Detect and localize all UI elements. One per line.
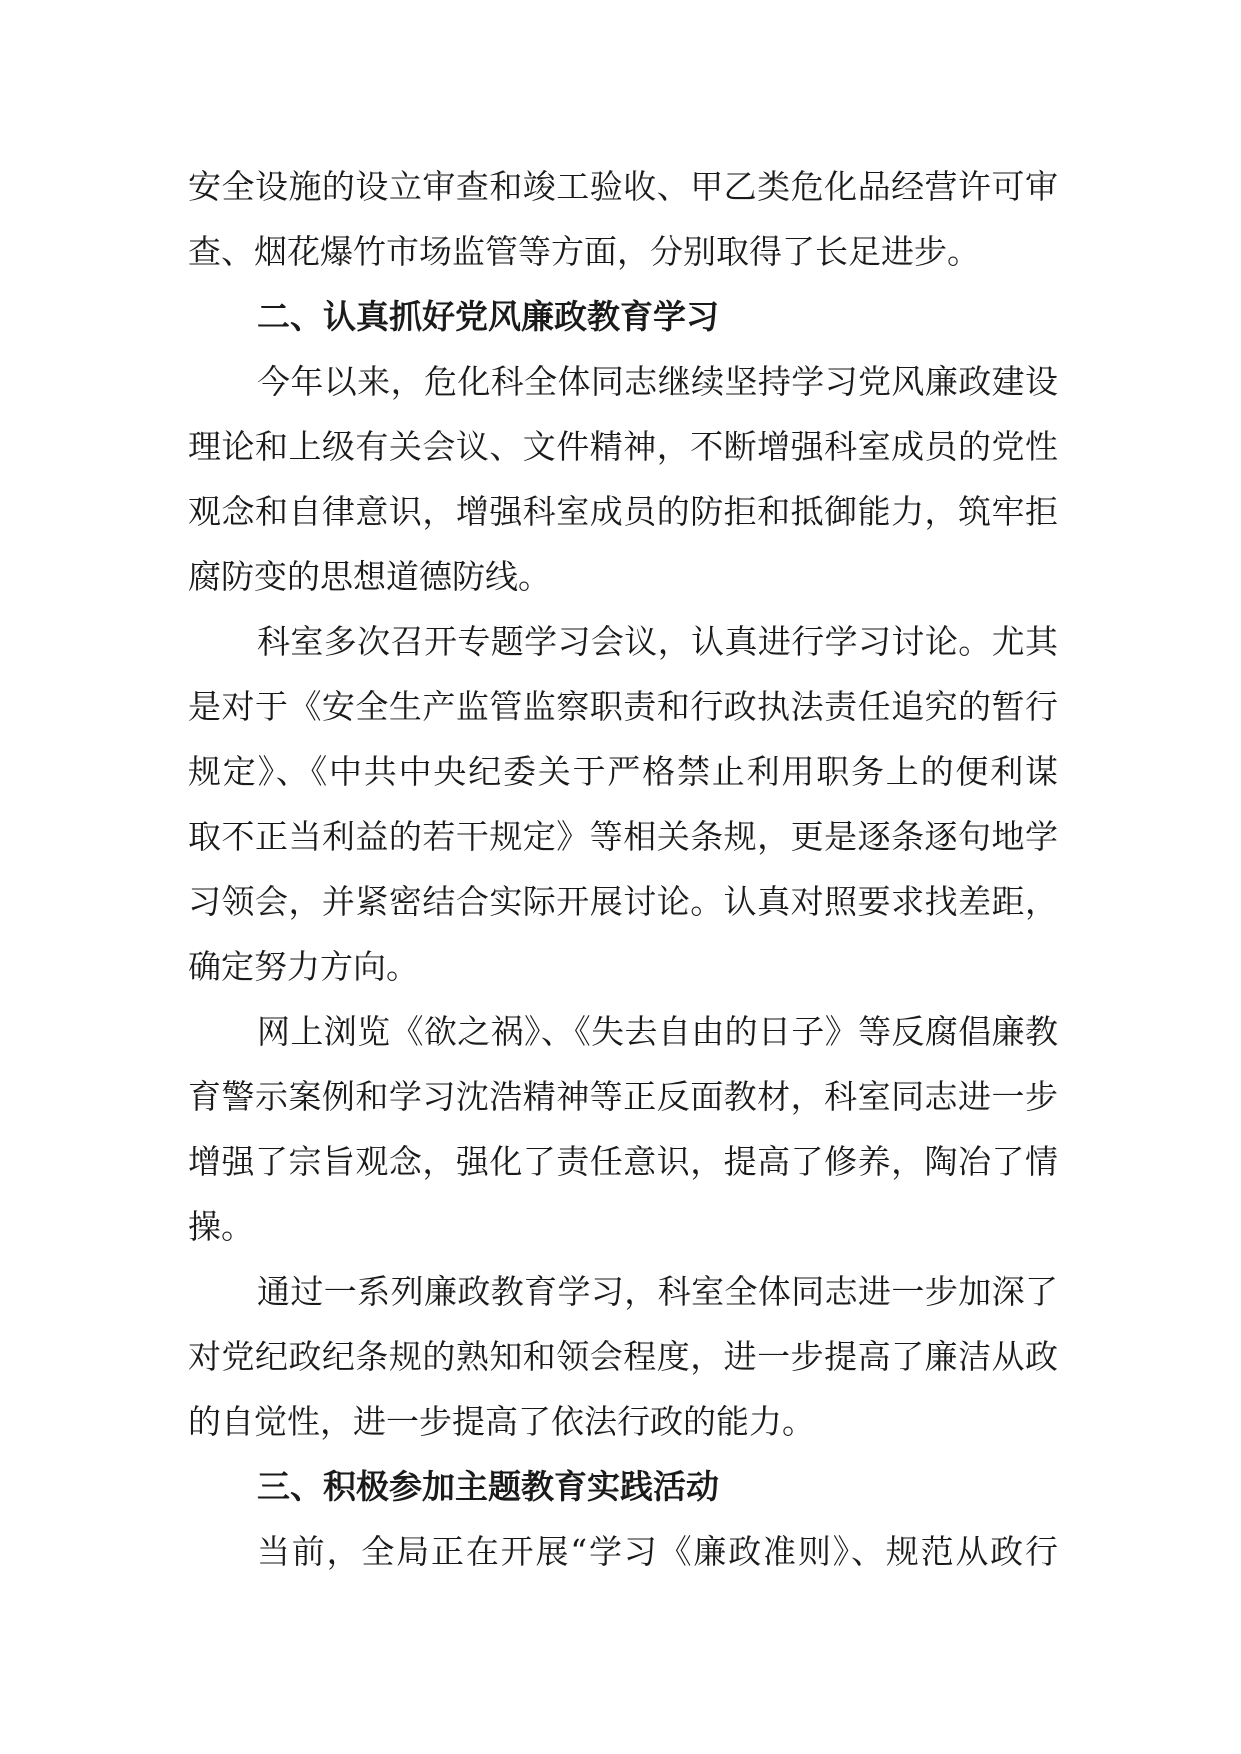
paragraph-line: 理论和上级有关会议、文件精神，不断增强科室成员的党性 [188,427,1058,466]
paragraph-line: 增强了宗旨观念，强化了责任意识，提高了修养，陶冶了情 [188,1142,1058,1181]
paragraph-line: 习领会，并紧密结合实际开展讨论。认真对照要求找差距， [188,882,1058,921]
paragraph-line: 是对于《安全生产监管监察职责和行政执法责任追究的暂行 [188,687,1058,726]
paragraph-line: 网上浏览《欲之祸》、《失去自由的日子》等反腐倡廉教 [257,1012,1058,1051]
paragraph-line: 操。 [188,1207,254,1246]
paragraph-line: 当前，全局正在开展“学习《廉政准则》、规范从政行 [257,1532,1058,1571]
paragraph-line: 科室多次召开专题学习会议，认真进行学习讨论。尤其 [257,622,1058,661]
paragraph-line: 育警示案例和学习沈浩精神等正反面教材，科室同志进一步 [188,1077,1058,1116]
paragraph-line: 对党纪政纪条规的熟知和领会程度，进一步提高了廉洁从政 [188,1337,1058,1376]
paragraph-line: 安全设施的设立审查和竣工验收、甲乙类危化品经营许可审 [188,167,1058,206]
paragraph-line: 查、烟花爆竹市场监管等方面，分别取得了长足进步。 [188,232,980,271]
paragraph-line: 确定努力方向。 [188,947,419,986]
document-body [188,154,1058,1584]
paragraph-line: 通过一系列廉政教育学习，科室全体同志进一步加深了 [257,1272,1058,1311]
paragraph-line: 取不正当利益的若干规定》等相关条规，更是逐条逐句地学 [188,817,1058,856]
section-heading: 三、积极参加主题教育实践活动 [257,1467,719,1506]
paragraph-line: 腐防变的思想道德防线。 [188,557,551,596]
paragraph-line: 观念和自律意识，增强科室成员的防拒和抵御能力，筑牢拒 [188,492,1058,531]
paragraph-line: 今年以来，危化科全体同志继续坚持学习党风廉政建设 [257,362,1058,401]
paragraph-line: 规定》、《中共中央纪委关于严格禁止利用职务上的便利谋 [188,752,1058,791]
paragraph-line: 的自觉性，进一步提高了依法行政的能力。 [188,1402,815,1441]
section-heading: 二、认真抓好党风廉政教育学习 [257,297,719,336]
